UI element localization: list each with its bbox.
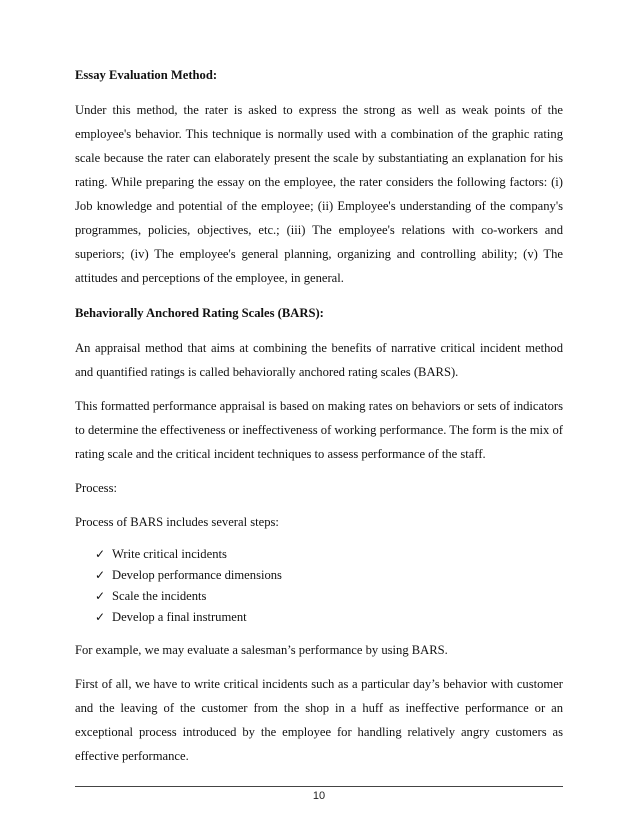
- bars-paragraph-2: This formatted performance appraisal is based on making rates on behaviors or sets of indicators to determine the effectiveness or ineffectiveness of working performance. The form is the mix of rating scale and the critical incident techniques to assess performance of the staff.: [75, 399, 563, 461]
- list-item: [95, 607, 563, 628]
- step-label: Write critical incidents: [112, 547, 227, 561]
- example-paragraph: For example, we may evaluate a salesman’s performance by using BARS.: [75, 643, 448, 657]
- checkmark-icon: ✓: [95, 568, 106, 582]
- checkmark-icon: ✓: [95, 589, 106, 603]
- process-label: Process:: [75, 481, 117, 495]
- list-item: [95, 544, 563, 565]
- step-label: Scale the incidents: [112, 589, 207, 603]
- step-label: Develop a final instrument: [112, 610, 247, 624]
- closing-paragraph: First of all, we have to write critical incidents such as a particular day’s behavior with customer and the leaving of the customer from the shop in a huff as ineffective performance or an exceptional process introduced by the employee for handling relatively angry customers as effective performance.: [75, 677, 563, 763]
- essay-heading: Essay Evaluation Method:: [75, 68, 218, 82]
- process-intro: Process of BARS includes several steps:: [75, 515, 279, 529]
- bars-paragraph-1: An appraisal method that aims at combining the benefits of narrative critical incident method and quantified ratings is called behaviorally anchored rating scales (BARS).: [75, 341, 563, 379]
- page-number: 10: [312, 790, 326, 802]
- essay-paragraph: Under this method, the rater is asked to express the strong as well as weak points of the employee's behavior. This technique is normally used with a combination of the graphic rating scale because the rater can elaborately present the scale by substantiating an explanation for his rating. While preparing the essay on the employee, the rater considers the following factors: (i) Job knowledge and potential of the employee; (ii) Employee's understanding of the company's programmes, policies, objectives, etc.; (iii) The employee's relations with co-workers and superiors; (iv) The employee's general planning, organizing and controlling ability; (v) The attitudes and perceptions of the employee, in general.: [75, 103, 563, 285]
- steps-list: [75, 544, 563, 628]
- checkmark-icon: ✓: [95, 610, 106, 624]
- bars-heading: Behaviorally Anchored Rating Scales (BARS):: [75, 306, 324, 320]
- checkmark-icon: ✓: [95, 547, 106, 561]
- list-item: [95, 586, 563, 607]
- step-label: Develop performance dimensions: [112, 568, 282, 582]
- list-item: [95, 565, 563, 586]
- footer-divider: [75, 786, 563, 787]
- document-page: [75, 62, 563, 778]
